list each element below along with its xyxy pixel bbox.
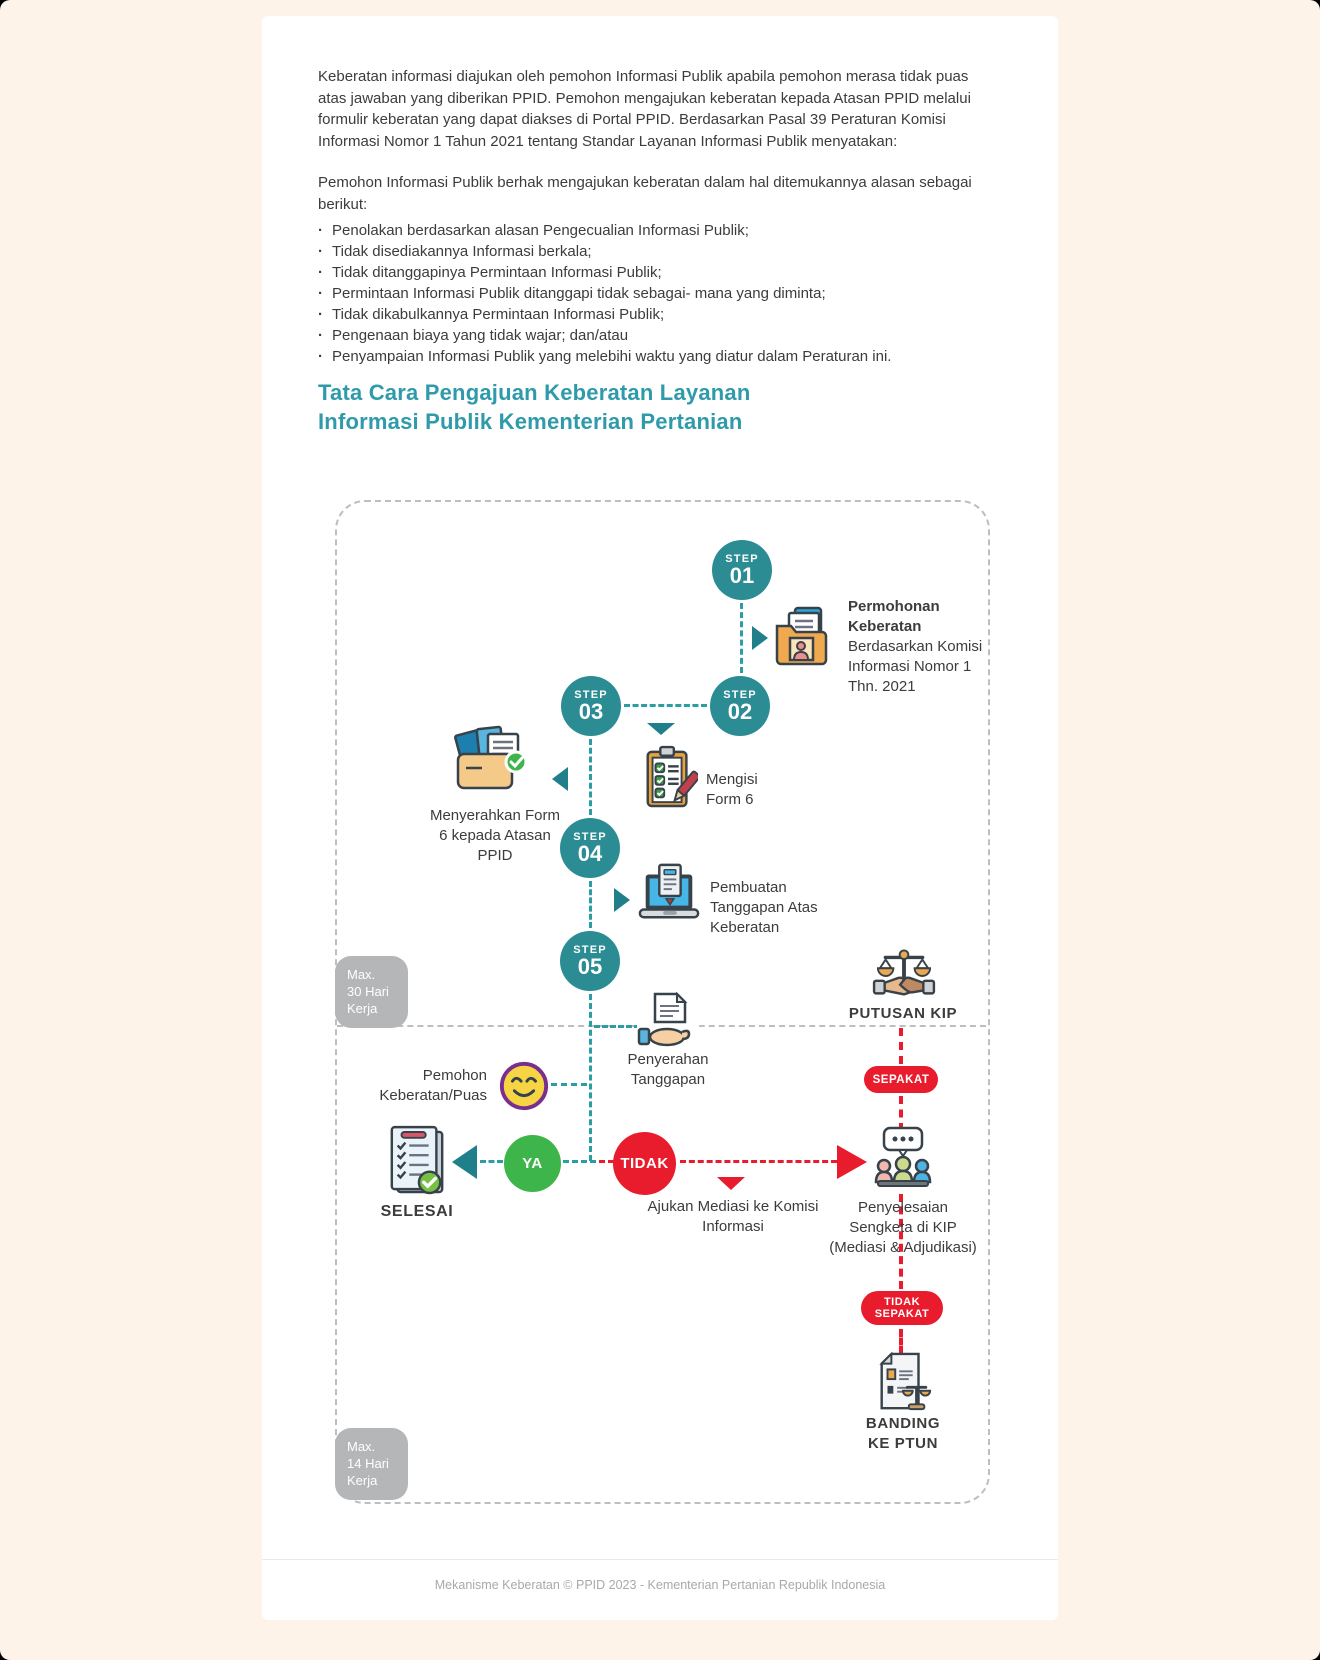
page-title-line2: Informasi Publik Kementerian Pertanian <box>318 409 743 434</box>
badge-line: Kerja <box>347 1001 378 1016</box>
pill-line: SEPAKAT <box>874 1308 930 1320</box>
connector-junction-ya <box>563 1160 596 1163</box>
list-item <box>318 346 990 367</box>
legal-appeal-document-icon <box>872 1350 934 1414</box>
badge-max-30-hari <box>335 956 408 1028</box>
step-02-marker <box>710 676 770 736</box>
list-item <box>318 262 990 283</box>
pill-line: TIDAK <box>883 1295 921 1308</box>
connector-tidak-mediasi <box>680 1160 837 1163</box>
label-line: BANDING <box>865 1415 941 1432</box>
list-item <box>318 304 990 325</box>
step-word: STEP <box>573 944 607 956</box>
footer-text: Mekanisme Keberatan © PPID 2023 - Kementerian Pertanian Republik Indonesia <box>434 1578 886 1592</box>
checklist-done-icon <box>386 1124 448 1200</box>
decision-yes-node: YA <box>504 1135 561 1192</box>
smiley-face-icon <box>498 1060 550 1112</box>
tidak-sepakat-pill <box>861 1291 943 1325</box>
step-word: STEP <box>574 689 608 701</box>
permohonan-desc: Berdasarkan Komisi Informasi Nomor 1 Thn. 2021 <box>848 638 983 695</box>
arrow-right-icon <box>752 626 768 650</box>
badge-line: 30 Hari <box>347 984 389 999</box>
step-number: 04 <box>577 841 603 866</box>
intro-paragraph-1: Keberatan informasi diajukan oleh pemohon Informasi Publik apabila pemohon merasa tidak puas atas jawaban yang diberikan PPID. Pemohon mengajukan keberatan kepada Atasan PPID melalui formulir keberatan yang dapat diakses di Portal PPID. Berdasarkan Pasal 39 Peraturan Komisi Informasi Nomor 1 Tahun 2021 tentang Standar Layanan Informasi Publik menyatakan: <box>318 68 971 150</box>
arrow-right-icon <box>614 888 630 912</box>
connector-pemohon <box>551 1083 587 1086</box>
step-03-marker <box>561 676 621 736</box>
connector-step4-step5 <box>589 881 592 928</box>
menyerahkan-form-label: Menyerahkan Form 6 kepada Atasan PPID <box>429 807 561 864</box>
mengisi-form-label: Mengisi Form 6 <box>706 771 758 808</box>
step-word: STEP <box>573 831 607 843</box>
label-line: (Mediasi & Adjudikasi) <box>829 1239 977 1256</box>
penyerahan-tanggapan-label: Penyerahan Tanggapan <box>627 1051 709 1088</box>
scales-handshake-icon <box>872 948 936 1004</box>
connector-step3-step4 <box>589 739 592 815</box>
pembuatan-tanggapan-label: Pembuatan Tanggapan Atas Keberatan <box>710 879 818 936</box>
list-item-text: Penyampaian Informasi Publik yang melebihi waktu yang diatur dalam Peraturan ini. <box>332 348 892 365</box>
laptop-document-icon <box>636 862 702 924</box>
arrow-down-icon <box>647 723 675 735</box>
step-04-marker <box>560 818 620 878</box>
arrow-right-red-icon <box>837 1145 867 1179</box>
permohonan-title: Permohonan Keberatan <box>848 598 940 635</box>
arrow-down-red-icon <box>717 1177 745 1190</box>
badge-line: 14 Hari <box>347 1456 389 1471</box>
label-line: KE PTUN <box>867 1435 939 1452</box>
list-item <box>318 325 990 346</box>
connector-step5-decision <box>589 994 592 1161</box>
putusan-kip-label: PUTUSAN KIP <box>848 1005 958 1022</box>
step-01-marker <box>712 540 772 600</box>
step-word: STEP <box>723 689 757 701</box>
pemohon-puas-label: Pemohon Keberatan/Puas <box>379 1067 487 1104</box>
step-05-marker <box>560 931 620 991</box>
permohonan-label <box>848 597 996 697</box>
hand-document-icon <box>637 992 699 1048</box>
banding-ptun-label <box>842 1414 964 1454</box>
badge-line: Kerja <box>347 1473 378 1488</box>
page-title-line1: Tata Cara Pengajuan Keberatan Layanan <box>318 380 751 405</box>
list-item-text: Pengenaan biaya yang tidak wajar; dan/atau <box>332 327 629 344</box>
clipboard-form-icon <box>640 744 698 810</box>
step-number: 05 <box>577 954 603 979</box>
step-word: STEP <box>725 553 759 565</box>
folder-submit-check-icon <box>450 722 534 800</box>
footer-divider <box>262 1559 1058 1560</box>
connector-step3-step2 <box>624 704 707 707</box>
selesai-label: SELESAI <box>380 1203 454 1220</box>
connector-step1-step2 <box>740 603 743 673</box>
connector-junction-tidak <box>599 1160 614 1163</box>
list-item <box>318 220 990 241</box>
connector-ya-selesai <box>480 1160 503 1163</box>
label-line: Sengketa di KIP <box>849 1219 957 1236</box>
list-item <box>318 241 990 262</box>
step-number: 03 <box>578 699 604 724</box>
connector-putusan-sepakat <box>899 1028 903 1064</box>
step-number: 02 <box>727 699 753 724</box>
step-number: 01 <box>729 563 755 588</box>
reason-list <box>318 220 990 367</box>
intro-paragraph-2: Pemohon Informasi Publik berhak mengajukan keberatan dalam hal ditemukannya alasan sebagai berikut: <box>318 174 972 213</box>
mediation-meeting-icon <box>872 1126 934 1190</box>
list-item-text: Permintaan Informasi Publik ditanggapi tidak sebagai- mana yang diminta; <box>332 285 826 302</box>
sepakat-pill: SEPAKAT <box>864 1066 938 1093</box>
badge-line: Max. <box>347 967 376 982</box>
list-item-text: Tidak disediakannya Informasi berkala; <box>332 243 592 260</box>
list-item-text: Tidak dikabulkannya Permintaan Informasi Publik; <box>332 306 665 323</box>
badge-max-14-hari <box>335 1428 408 1500</box>
list-item <box>318 283 990 304</box>
list-item-text: Penolakan berdasarkan alasan Pengecualian Informasi Publik; <box>332 222 749 239</box>
list-item-text: Tidak ditanggapinya Permintaan Informasi Publik; <box>332 264 662 281</box>
arrow-left-icon <box>552 767 568 791</box>
page-title <box>318 378 750 436</box>
badge-line: Max. <box>347 1439 376 1454</box>
penyelesaian-sengketa-label <box>812 1198 994 1258</box>
ajukan-mediasi-label: Ajukan Mediasi ke Komisi Informasi <box>647 1198 819 1235</box>
label-line: Penyelesaian <box>857 1199 949 1216</box>
decision-no-node: TIDAK <box>613 1132 676 1195</box>
folder-document-icon <box>773 604 833 668</box>
connector-penyerahan <box>594 1025 640 1028</box>
arrow-left-icon <box>452 1145 477 1179</box>
